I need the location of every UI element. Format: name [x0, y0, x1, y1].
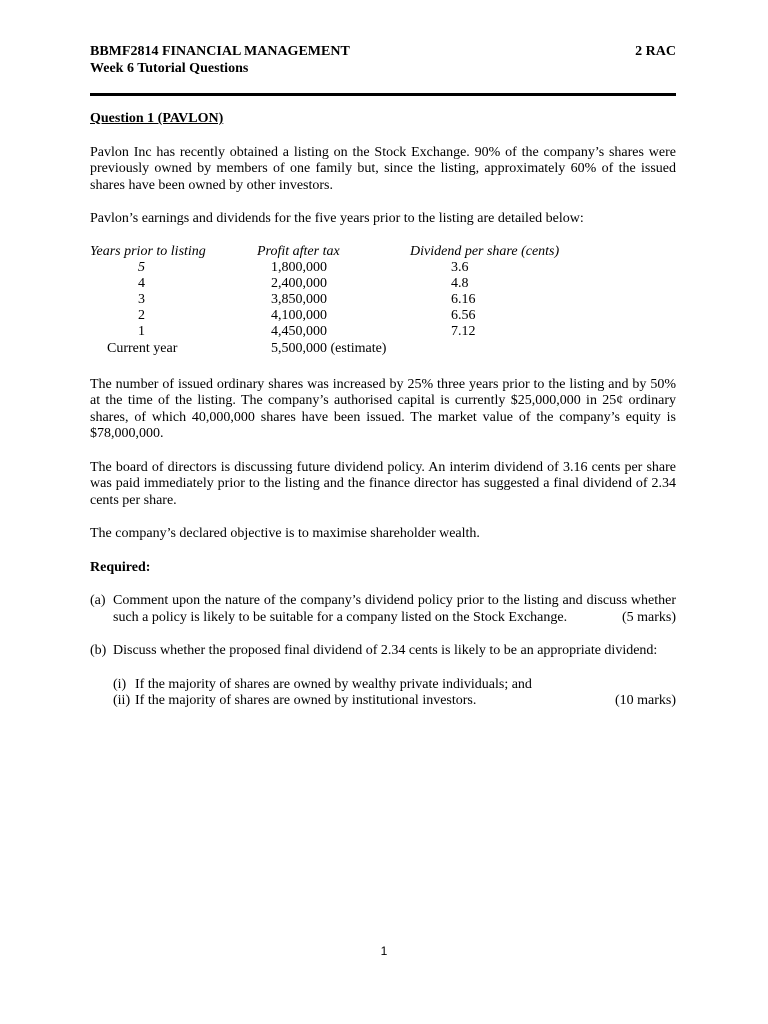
part-a-marks: (5 marks): [621, 609, 676, 625]
table-header-row: [90, 244, 676, 260]
part-a-label: (a): [90, 593, 106, 608]
list-item: [113, 693, 676, 710]
cell-year: 2: [138, 308, 145, 324]
table-row: [90, 324, 676, 340]
part-a-question: Comment upon the nature of the company’s dividend policy prior to the listing and discuss whether such a policy is likely to be suitable for a company listed on the Stock Exchange.: [113, 593, 676, 625]
part-a-text: [113, 593, 676, 626]
part-b-text: Discuss whether the proposed final dividend of 2.34 cents is likely to be an appropriate dividend:: [113, 643, 658, 658]
cell-profit: 3,850,000: [271, 292, 327, 308]
list-item: [113, 677, 676, 694]
cell-year: 3: [138, 292, 145, 308]
required-heading: Required:: [90, 559, 151, 575]
table-intro-paragraph: Pavlon’s earnings and dividends for the five years prior to the listing are detailed below:: [90, 211, 584, 226]
objective-paragraph: The company’s declared objective is to maximise shareholder wealth.: [90, 526, 480, 541]
question-title: Question 1 (PAVLON): [90, 111, 224, 126]
cell-profit: 1,800,000: [271, 259, 327, 275]
cell-dividend: 6.56: [451, 308, 476, 324]
table-row: [90, 341, 676, 357]
cell-dividend: 7.12: [451, 324, 476, 340]
column-header-profit: Profit after tax: [257, 243, 340, 259]
cell-profit: 5,500,000 (estimate): [271, 340, 387, 356]
document-page: [90, 44, 676, 710]
document-header: [90, 44, 676, 61]
table-row: [90, 308, 676, 324]
course-title: BBMF2814 FINANCIAL MANAGEMENT: [90, 44, 350, 59]
board-paragraph: The board of directors is discussing future dividend policy. An interim dividend of 3.16 cents per share was paid immediately prior to the listing and the finance director has suggested a final dividend of 2.34 cents per share.: [90, 459, 676, 508]
cell-dividend: 6.16: [451, 292, 476, 308]
header-divider: [90, 93, 676, 96]
cell-profit: 4,450,000: [271, 324, 327, 340]
sub-item-label: (i): [113, 676, 127, 692]
column-header-years: Years prior to listing: [90, 243, 206, 259]
table-row: [90, 260, 676, 276]
column-header-dividend: Dividend per share (cents): [410, 243, 560, 259]
part-b-label: (b): [90, 643, 107, 658]
table-row: [90, 292, 676, 308]
earnings-dividends-table: [90, 244, 676, 360]
cell-year: 1: [138, 324, 145, 340]
part-b: [90, 643, 676, 660]
cell-year: 5: [138, 259, 145, 275]
table-row: [90, 276, 676, 292]
cell-profit: 4,100,000: [271, 308, 327, 324]
document-subtitle: Week 6 Tutorial Questions: [90, 60, 249, 76]
cell-dividend: 4.8: [451, 275, 469, 291]
course-code: 2 RAC: [635, 44, 676, 59]
part-a: [90, 593, 676, 626]
shares-paragraph: The number of issued ordinary shares was increased by 25% three years prior to the listing and by 50% at the time of the listing. The company’s authorised capital is currently $25,000,000 in 25¢ ordinary shares, of which 40,000,000 shares have been issued. The market value of the company’s equity is $78,000,000.: [90, 376, 676, 441]
page-number: 1: [380, 944, 388, 958]
cell-profit: 2,400,000: [271, 275, 327, 291]
intro-paragraph: Pavlon Inc has recently obtained a listing on the Stock Exchange. 90% of the company’s shares were previously owned by members of one family but, since the listing, approximately 60% of the issued shares have been owned by other investors.: [90, 144, 676, 193]
part-b-marks: (10 marks): [614, 693, 676, 708]
cell-year: 4: [138, 275, 145, 291]
cell-dividend: 3.6: [451, 259, 469, 275]
cell-year: Current year: [107, 340, 178, 356]
sub-item-label: (ii): [113, 693, 131, 708]
sub-item-text: If the majority of shares are owned by institutional investors.: [135, 693, 477, 708]
part-b-sub-list: [113, 677, 676, 710]
sub-item-text: If the majority of shares are owned by wealthy private individuals; and: [135, 676, 532, 692]
